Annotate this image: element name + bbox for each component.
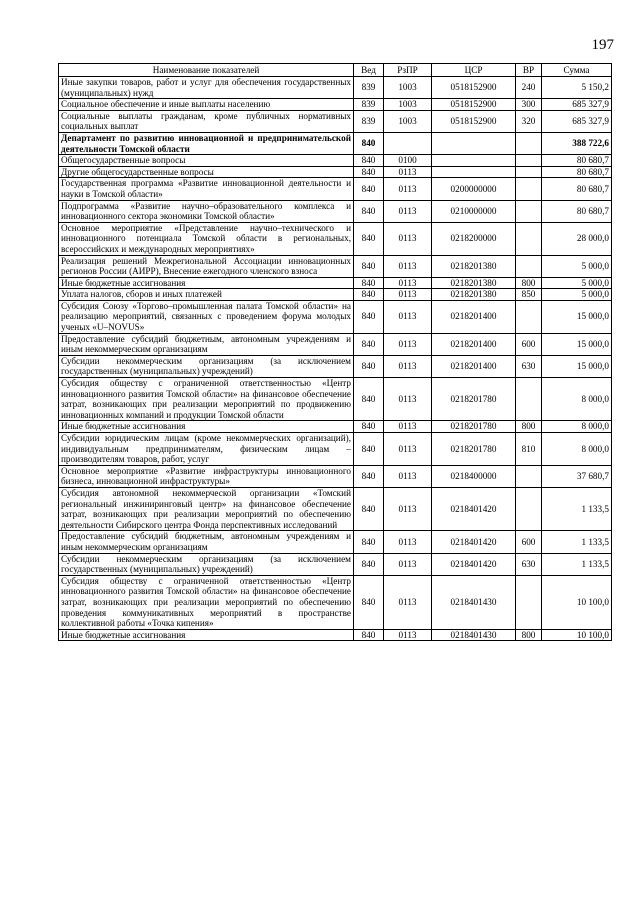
row-name-cell: Иные бюджетные ассигнования [59,277,354,289]
row-csr-cell: 0518152900 [432,99,516,111]
row-csr-cell: 0218401420 [432,531,516,553]
row-name-cell: Иные бюджетные ассигнования [59,421,354,433]
table-row [59,99,612,111]
row-ved-cell: 840 [354,178,384,200]
column-header-sum: Сумма [542,64,612,77]
row-vr-cell: 320 [516,110,542,132]
row-csr-cell: 0200000000 [432,178,516,200]
row-sum-cell: 685 327,9 [542,99,612,111]
row-vr-cell: 630 [516,355,542,377]
row-ved-cell: 840 [354,255,384,277]
row-csr-cell: 0218201380 [432,255,516,277]
row-sum-cell: 10 100,0 [542,575,612,629]
row-sum-cell: 5 000,0 [542,277,612,289]
row-vr-cell [516,300,542,333]
row-sum-cell: 28 000,0 [542,222,612,255]
row-sum-cell: 15 000,0 [542,333,612,355]
row-vr-cell: 810 [516,433,542,466]
row-ved-cell: 840 [354,200,384,222]
row-ved-cell: 840 [354,277,384,289]
row-name-cell: Иные закупки товаров, работ и услуг для обеспечения государственных (муниципальных) нужд [59,77,354,99]
row-sum-cell: 8 000,0 [542,433,612,466]
row-vr-cell [516,200,542,222]
row-ved-cell: 840 [354,166,384,178]
table-row [59,166,612,178]
row-rzpr-cell: 0113 [384,433,432,466]
row-rzpr-cell: 1003 [384,99,432,111]
table-body [59,77,612,641]
row-vr-cell: 800 [516,629,542,641]
row-vr-cell [516,465,542,487]
row-name-cell: Социальное обеспечение и иные выплаты населению [59,99,354,111]
row-sum-cell: 1 133,5 [542,487,612,530]
row-csr-cell: 0210000000 [432,200,516,222]
row-vr-cell [516,132,542,154]
row-csr-cell: 0218201380 [432,277,516,289]
row-rzpr-cell: 0113 [384,178,432,200]
row-vr-cell [516,487,542,530]
row-name-cell: Подпрограмма «Развитие научно–образовательного комплекса и инновационного сектора экономики Томской области» [59,200,354,222]
row-ved-cell: 840 [354,378,384,421]
row-name-cell: Субсидия обществу с ограниченной ответственностью «Центр инновационного развития Томской области» на финансовое обеспечение затрат, возникающих при реализации мероприятий по продвижению инновационных компаний и продукции Томской области [59,378,354,421]
row-vr-cell: 850 [516,289,542,301]
row-sum-cell: 1 133,5 [542,531,612,553]
table-row [59,629,612,641]
row-sum-cell: 5 000,0 [542,289,612,301]
table-row [59,333,612,355]
row-csr-cell [432,155,516,167]
row-ved-cell: 840 [354,132,384,154]
row-ved-cell: 840 [354,289,384,301]
row-ved-cell: 840 [354,300,384,333]
row-rzpr-cell: 1003 [384,77,432,99]
row-sum-cell: 1 133,5 [542,553,612,575]
row-vr-cell: 240 [516,77,542,99]
row-name-cell: Субсидия автономной некоммерческой организации «Томский региональный инжиниринговый центр» на финансовое обеспечение затрат, возникающих при реализации мероприятий по обеспечению деятельности Сибирского центра Фонда перспективных исследований [59,487,354,530]
page-number: 197 [591,37,614,53]
row-vr-cell [516,166,542,178]
row-ved-cell: 840 [354,333,384,355]
row-vr-cell [516,178,542,200]
table-row [59,132,612,154]
row-rzpr-cell: 0100 [384,155,432,167]
row-csr-cell: 0218201780 [432,433,516,466]
row-sum-cell: 15 000,0 [542,300,612,333]
row-rzpr-cell: 0113 [384,300,432,333]
row-vr-cell: 800 [516,421,542,433]
row-csr-cell: 0218401430 [432,575,516,629]
row-vr-cell [516,222,542,255]
row-csr-cell: 0218401430 [432,629,516,641]
table-row [59,110,612,132]
row-csr-cell: 0218201400 [432,333,516,355]
table-row [59,77,612,99]
table-row [59,465,612,487]
row-sum-cell: 80 680,7 [542,200,612,222]
row-ved-cell: 840 [354,155,384,167]
row-csr-cell [432,166,516,178]
row-name-cell: Государственная программа «Развитие инновационной деятельности и науки в Томской области» [59,178,354,200]
row-sum-cell: 388 722,6 [542,132,612,154]
row-vr-cell: 300 [516,99,542,111]
row-ved-cell: 840 [354,575,384,629]
row-vr-cell: 600 [516,531,542,553]
row-rzpr-cell: 0113 [384,289,432,301]
row-rzpr-cell: 0113 [384,487,432,530]
table-row [59,575,612,629]
row-ved-cell: 840 [354,629,384,641]
table-row [59,355,612,377]
row-csr-cell: 0518152900 [432,77,516,99]
row-sum-cell: 8 000,0 [542,421,612,433]
row-vr-cell [516,155,542,167]
row-name-cell: Предоставление субсидий бюджетным, автономным учреждениям и иным некоммерческим организациям [59,333,354,355]
row-name-cell: Предоставление субсидий бюджетным, автономным учреждениям и иным некоммерческим организациям [59,531,354,553]
budget-table [58,63,612,641]
row-name-cell: Субсидии юридическим лицам (кроме некоммерческих организаций), индивидуальным предпринимателям, физическим лицам – производителям товаров, работ, услуг [59,433,354,466]
row-sum-cell: 5 000,0 [542,255,612,277]
row-rzpr-cell: 0113 [384,277,432,289]
row-rzpr-cell: 0113 [384,531,432,553]
row-name-cell: Социальные выплаты гражданам, кроме публичных нормативных социальных выплат [59,110,354,132]
row-rzpr-cell: 0113 [384,222,432,255]
row-rzpr-cell: 0113 [384,200,432,222]
row-vr-cell [516,575,542,629]
row-rzpr-cell: 0113 [384,553,432,575]
row-ved-cell: 840 [354,487,384,530]
row-ved-cell: 839 [354,77,384,99]
row-name-cell: Департамент по развитию инновационной и предпринимательской деятельности Томской области [59,132,354,154]
row-csr-cell: 0218401420 [432,553,516,575]
row-csr-cell: 0218400000 [432,465,516,487]
row-vr-cell: 600 [516,333,542,355]
row-name-cell: Реализация решений Межрегиональной Ассоциации инновационных регионов России (АИРР), Внесение ежегодного членского взноса [59,255,354,277]
row-ved-cell: 839 [354,99,384,111]
row-vr-cell: 800 [516,277,542,289]
row-name-cell: Субсидии некоммерческим организациям (за исключением государственных (муниципальных) учреждений) [59,553,354,575]
row-sum-cell: 10 100,0 [542,629,612,641]
column-header-rzpr: РзПР [384,64,432,77]
table-row [59,222,612,255]
table-row [59,255,612,277]
row-ved-cell: 840 [354,553,384,575]
row-name-cell: Общегосударственные вопросы [59,155,354,167]
table-row [59,200,612,222]
column-header-ved: Вед [354,64,384,77]
row-name-cell: Субсидия обществу с ограниченной ответственностью «Центр инновационного развития Томской области» на финансовое обеспечение затрат, возникающих при реализации мероприятий по обеспечению проведения коммуникативных мероприятий в пространстве коллективной работы «Точка кипения» [59,575,354,629]
row-ved-cell: 840 [354,222,384,255]
row-vr-cell: 630 [516,553,542,575]
row-ved-cell: 840 [354,421,384,433]
row-csr-cell: 0218401420 [432,487,516,530]
row-sum-cell: 80 680,7 [542,166,612,178]
row-csr-cell: 0218200000 [432,222,516,255]
row-rzpr-cell: 0113 [384,255,432,277]
table-row [59,178,612,200]
row-rzpr-cell: 0113 [384,629,432,641]
table-row [59,421,612,433]
table-row [59,487,612,530]
row-ved-cell: 840 [354,355,384,377]
row-rzpr-cell: 0113 [384,575,432,629]
table-row [59,531,612,553]
row-name-cell: Уплата налогов, сборов и иных платежей [59,289,354,301]
row-sum-cell: 685 327,9 [542,110,612,132]
row-name-cell: Основное мероприятие «Развитие инфраструктуры инновационного бизнеса, инновационной инфраструктуры» [59,465,354,487]
row-ved-cell: 840 [354,433,384,466]
row-rzpr-cell: 0113 [384,421,432,433]
table-row [59,277,612,289]
column-header-csr: ЦСР [432,64,516,77]
row-rzpr-cell: 0113 [384,355,432,377]
table-row [59,378,612,421]
table-header-row [59,64,612,77]
row-name-cell: Другие общегосударственные вопросы [59,166,354,178]
row-name-cell: Иные бюджетные ассигнования [59,629,354,641]
row-rzpr-cell: 0113 [384,166,432,178]
row-sum-cell: 80 680,7 [542,155,612,167]
row-csr-cell [432,132,516,154]
row-rzpr-cell [384,132,432,154]
row-sum-cell: 80 680,7 [542,178,612,200]
row-name-cell: Субсидия Союзу «Торгово–промышленная палата Томской области» на реализацию мероприятий, связанных с проведением форума молодых ученых «U–NOVUS» [59,300,354,333]
row-ved-cell: 839 [354,110,384,132]
row-csr-cell: 0218201400 [432,355,516,377]
row-csr-cell: 0218201780 [432,421,516,433]
row-sum-cell: 5 150,2 [542,77,612,99]
row-vr-cell [516,378,542,421]
row-ved-cell: 840 [354,531,384,553]
row-rzpr-cell: 0113 [384,465,432,487]
table-row [59,300,612,333]
row-csr-cell: 0218201780 [432,378,516,421]
column-header-name: Наименование показателей [59,64,354,77]
row-csr-cell: 0218201400 [432,300,516,333]
row-name-cell: Основное мероприятие «Представление научно–технического и инновационного потенциала Томской области в региональных, всероссийских и международных мероприятиях» [59,222,354,255]
table-row [59,155,612,167]
column-header-vr: ВР [516,64,542,77]
row-name-cell: Субсидии некоммерческим организациям (за исключением государственных (муниципальных) учреждений) [59,355,354,377]
row-sum-cell: 8 000,0 [542,378,612,421]
row-vr-cell [516,255,542,277]
table-row [59,433,612,466]
row-rzpr-cell: 0113 [384,333,432,355]
row-csr-cell: 0518152900 [432,110,516,132]
row-sum-cell: 37 680,7 [542,465,612,487]
row-sum-cell: 15 000,0 [542,355,612,377]
row-ved-cell: 840 [354,465,384,487]
row-rzpr-cell: 0113 [384,378,432,421]
row-csr-cell: 0218201380 [432,289,516,301]
row-rzpr-cell: 1003 [384,110,432,132]
table-row [59,553,612,575]
table-row [59,289,612,301]
